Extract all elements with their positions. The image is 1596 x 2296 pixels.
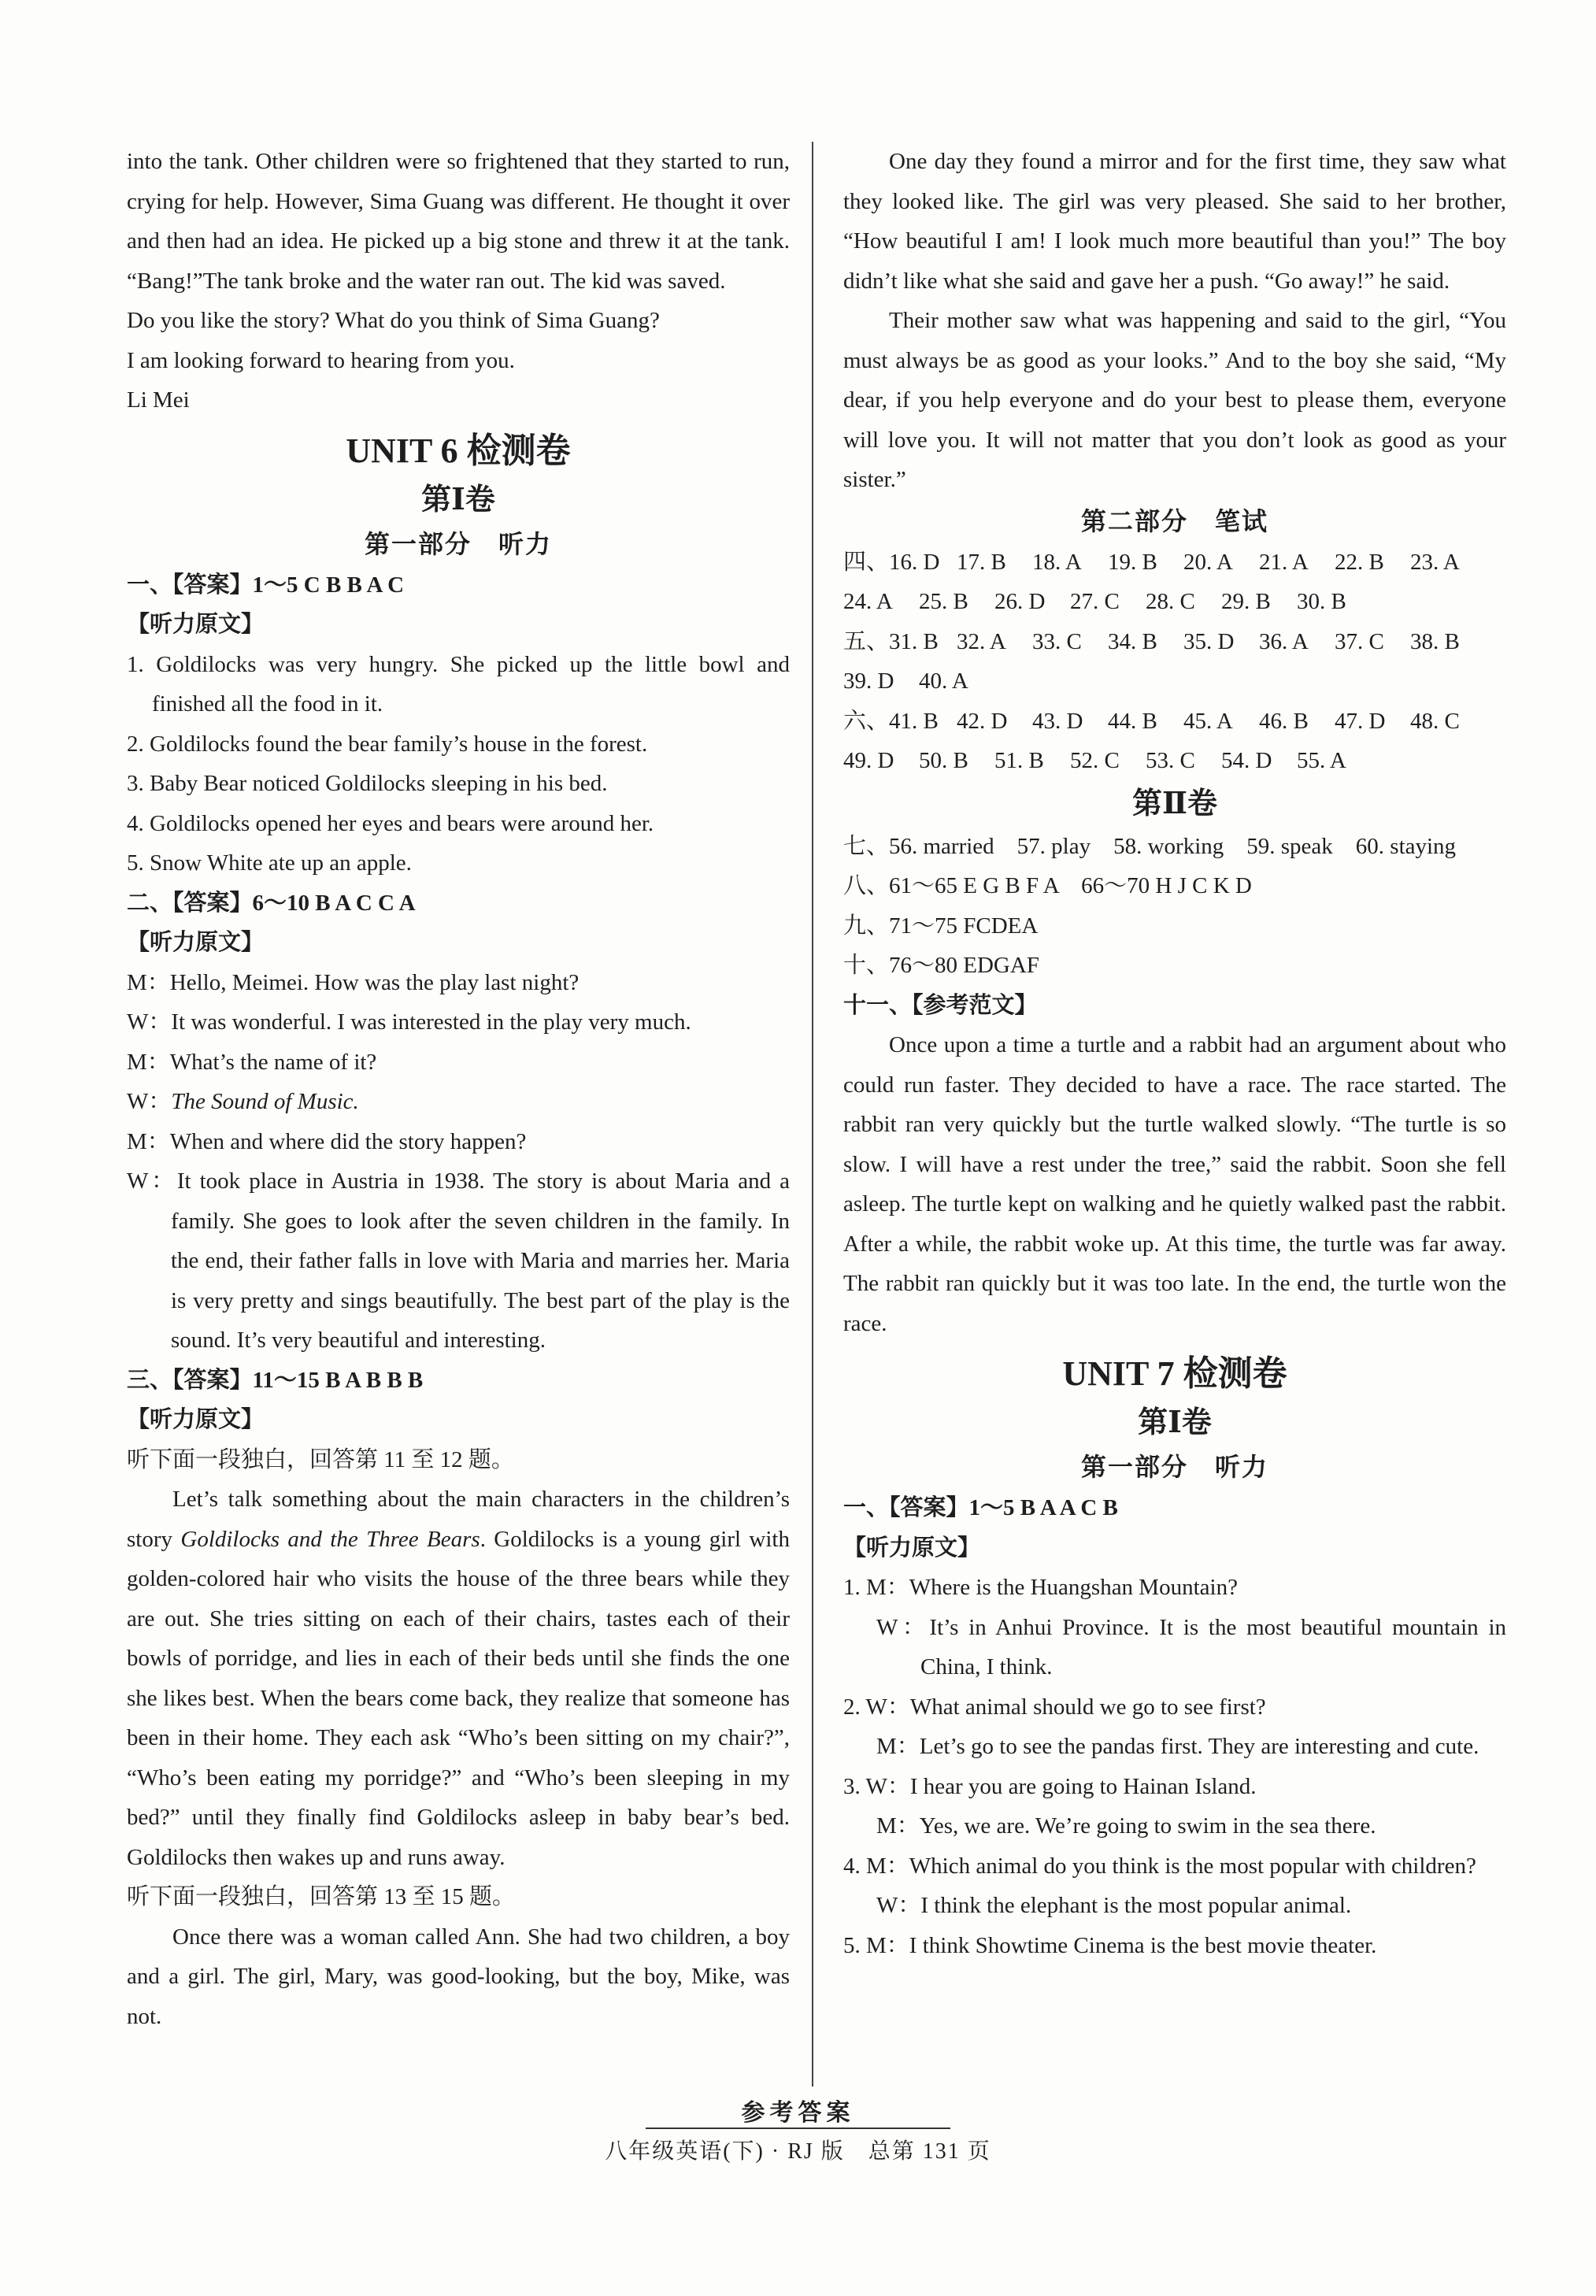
answer-cell: 五、31. B xyxy=(843,628,939,654)
answer-cell: 24. A xyxy=(843,589,893,614)
monologue-text: . Goldilocks is a young girl with golden-colored hair who visits the house of the three bears while they are out. She tries sitting on each of their chairs, tastes each of their bowls of porridge, and lies in each of their beds until she finds the one she likes best. When the bears come back, they realize that someone has been in their home. They each ask “Who’s been sitting on my chair?”, “Who’s been eating my porridge?” and “Who’s been sleeping in my bed?” until they finally find Goldilocks asleep in baby bear’s bed. Goldilocks then wakes up and runs away. xyxy=(127,1526,790,1870)
story-title: Goldilocks and the Three Bears xyxy=(180,1526,480,1552)
dialog-number: 2. W： xyxy=(843,1694,910,1720)
answer-row xyxy=(843,622,1506,662)
answer-cell: 54. D xyxy=(1221,748,1272,773)
dialog-number: 1. M： xyxy=(843,1575,909,1600)
answer-cell: 22. B xyxy=(1335,549,1384,575)
answer-cell: 49. D xyxy=(843,748,894,773)
unit7-volume1-title: 第Ⅰ卷 xyxy=(1138,1406,1212,1439)
play-title: The Sound of Music. xyxy=(171,1089,359,1114)
answer-cell: 53. C xyxy=(1146,748,1195,773)
answer-cell: 四、16. D xyxy=(843,549,940,575)
answer-cell: 17. B xyxy=(957,549,1006,575)
u6-section1-answer: 一、【答案】1～5 C B B A C xyxy=(127,572,405,598)
u6-listening-item: 3. Baby Bear noticed Goldilocks sleeping in his bed. xyxy=(127,771,608,796)
footer-rule xyxy=(646,2128,950,2129)
answer-cell: 47. D xyxy=(1335,708,1386,734)
unit7-part1-title: 第一部分 听力 xyxy=(1080,1453,1268,1481)
dialog-text: I think Showtime Cinema is the best movie theater. xyxy=(909,1932,1377,1958)
letter-signature: Li Mei xyxy=(127,387,190,413)
u6-listening-item: 1. Goldilocks was very hungry. She picked up the little bowl and finished all the food in it. xyxy=(127,651,790,717)
u6-section1-listening-label: 【听力原文】 xyxy=(127,612,265,637)
dialog-question xyxy=(843,1687,1506,1728)
answer-cell: 33. C xyxy=(1032,628,1082,654)
story-paragraph: One day they found a mirror and for the first time, they saw what they looked like. The girl was very pleased. She said to her brother, “How beautiful I am! I look much more beautiful than you!” The boy didn’t like what she said and gave her a push. “Go away!” he said. xyxy=(843,149,1506,294)
answer-cell: 36. A xyxy=(1259,628,1309,654)
story-paragraph: Their mother saw what was happening and said to the girl, “You must always be as good as your looks.” And to the boy she said, “My dear, if you help everyone and do your best to please them, everyone will love you. It will not matter that you don’t look as good as your sister.” xyxy=(843,308,1506,492)
answer-cell: 51. B xyxy=(994,748,1044,773)
answer-cell: 42. D xyxy=(957,708,1008,734)
q9-answers: 九、71～75 FCDEA xyxy=(843,913,1039,939)
u6-listening-item: 4. Goldilocks opened her eyes and bears were around her. xyxy=(127,810,654,836)
dialog-question xyxy=(843,1568,1506,1608)
dialog-number: 4. M： xyxy=(843,1853,909,1879)
dialog-text: Which animal do you think is the most popular with children? xyxy=(909,1853,1476,1879)
answer-row xyxy=(843,741,1506,781)
monologue-goldilocks xyxy=(127,1479,790,1877)
answer-row xyxy=(843,543,1506,583)
dialog-question xyxy=(843,1767,1506,1807)
dialog-line: M：Hello, Meimei. How was the play last night? xyxy=(127,969,580,995)
answer-cell: 37. C xyxy=(1335,628,1384,654)
speaker-label: W： xyxy=(127,1089,172,1114)
dialog-line xyxy=(127,1082,790,1122)
answer-row xyxy=(843,582,1506,622)
dialog-reply: M：Let’s go to see the pandas first. They are interesting and cute. xyxy=(876,1734,1479,1759)
q11-label: 十一、【参考范文】 xyxy=(843,992,1038,1018)
u6-listening-item: 2. Goldilocks found the bear family’s house in the forest. xyxy=(127,731,648,757)
u6-listening-item: 5. Snow White ate up an apple. xyxy=(127,850,412,876)
letter-question: Do you like the story? What do you think of Sima Guang? xyxy=(127,308,660,333)
dialog-line: W：It took place in Austria in 1938. The story is about Maria and a family. She goes to look after the seven children in the family. In the end, their father falls in love with Maria and marries her. Maria is very pretty and sings beautifully. The best part of the play is the sound. It’s very beautiful and interesting. xyxy=(127,1168,790,1353)
answer-cell: 52. C xyxy=(1070,748,1120,773)
letter-closing: I am looking forward to hearing from you. xyxy=(127,347,515,373)
dialog-number: 3. W： xyxy=(843,1773,910,1799)
answer-cell: 55. A xyxy=(1297,748,1346,773)
dialog-line: M：When and where did the story happen? xyxy=(127,1128,527,1154)
u7-section1-answer: 一、【答案】1～5 B A A C B xyxy=(843,1495,1118,1520)
dialog-reply: W：It’s in Anhui Province. It is the most beautiful mountain in China, I think. xyxy=(876,1614,1506,1679)
answer-cell: 28. C xyxy=(1146,589,1195,614)
dialog-text: Where is the Huangshan Mountain? xyxy=(909,1575,1238,1600)
unit6-volume1-title: 第Ⅰ卷 xyxy=(421,483,495,517)
answer-cell: 18. A xyxy=(1032,549,1082,575)
u6-section3-answer: 三、【答案】11～15 B A B B B xyxy=(127,1367,424,1393)
answer-cell: 35. D xyxy=(1183,628,1235,654)
letter-body: into the tank. Other children were so frightened that they started to run, crying for help. However, Sima Guang was different. He thought it over and then had an idea. He picked up a big stone and threw it at the tank. “Bang!”The tank broke and the water ran out. The kid was saved. xyxy=(127,149,790,294)
q7-answers: 七、56. married 57. play 58. working 59. speak 60. staying xyxy=(843,833,1457,859)
dialog-question xyxy=(843,1926,1506,1966)
answer-cell: 19. B xyxy=(1108,549,1157,575)
dialog-question xyxy=(843,1846,1506,1887)
q8-answers: 八、61～65 E G B F A 66～70 H J C K D xyxy=(843,873,1252,898)
answer-cell: 38. B xyxy=(1410,628,1460,654)
answer-cell: 26. D xyxy=(994,589,1046,614)
q10-answers: 十、76～80 EDGAF xyxy=(843,953,1039,978)
answer-cell: 40. A xyxy=(919,668,968,694)
answer-cell: 48. C xyxy=(1410,708,1460,734)
unit6-part2-title: 第二部分 笔试 xyxy=(1080,506,1268,535)
monologue-ann: Once there was a woman called Ann. She had two children, a boy and a girl. The girl, Mary, was good-looking, but the boy, Mike, was not. xyxy=(127,1924,790,2029)
answer-row xyxy=(843,661,1506,702)
left-column xyxy=(127,142,790,2036)
answer-cell: 29. B xyxy=(1221,589,1271,614)
answer-cell: 30. B xyxy=(1297,589,1346,614)
monologue-instruction: 听下面一段独白，回答第 13 至 15 题。 xyxy=(127,1884,516,1909)
unit6-title: UNIT 6 检测卷 xyxy=(346,431,571,470)
dialog-reply: W：I think the elephant is the most popular animal. xyxy=(876,1893,1352,1918)
dialog-text: I hear you are going to Hainan Island. xyxy=(909,1773,1257,1799)
dialog-reply: M：Yes, we are. We’re going to swim in the sea there. xyxy=(876,1813,1376,1839)
dialog-line: W：It was wonderful. I was interested in the play very much. xyxy=(127,1009,691,1035)
right-column xyxy=(843,142,1506,1965)
u6-section2-answer: 二、【答案】6～10 B A C C A xyxy=(127,890,416,916)
dialog-text: What animal should we go to see first? xyxy=(909,1694,1266,1720)
unit6-volume2-title: 第Ⅱ卷 xyxy=(1131,787,1218,820)
answer-cell: 六、41. B xyxy=(843,708,939,734)
unit7-title: UNIT 7 检测卷 xyxy=(1062,1354,1287,1393)
answer-cell: 21. A xyxy=(1259,549,1309,575)
unit6-part1-title: 第一部分 听力 xyxy=(364,529,552,558)
answer-cell: 46. B xyxy=(1259,708,1309,734)
u7-section1-listening-label: 【听力原文】 xyxy=(843,1535,981,1561)
answer-cell: 43. D xyxy=(1032,708,1083,734)
answer-cell: 50. B xyxy=(919,748,968,773)
answer-cell: 20. A xyxy=(1183,549,1233,575)
monologue-instruction: 听下面一段独白，回答第 11 至 12 题。 xyxy=(127,1446,514,1472)
answer-cell: 44. B xyxy=(1108,708,1157,734)
u6-section3-listening-label: 【听力原文】 xyxy=(127,1407,265,1432)
column-divider xyxy=(812,142,813,2087)
answer-cell: 32. A xyxy=(957,628,1006,654)
answer-grid xyxy=(843,543,1506,781)
model-essay: Once upon a time a turtle and a rabbit had an argument about who could run faster. They decided to have a race. The race started. The rabbit ran very quickly but the turtle walked slowly. “The turtle is so slow. I will have a rest under the tree,” said the rabbit. Soon she fell asleep. The turtle kept on walking and he quietly walked past the rabbit. After a while, the rabbit woke up. At this time, the turtle was far away. The rabbit ran quickly but it was too late. In the end, the turtle won the race. xyxy=(843,1032,1506,1336)
dialog-number: 5. M： xyxy=(843,1932,909,1958)
monologue-text: Let’s talk something about the main characters in the children’s story xyxy=(127,1487,790,1552)
answer-cell: 45. A xyxy=(1183,708,1233,734)
answer-cell: 25. B xyxy=(919,589,968,614)
answer-cell: 39. D xyxy=(843,668,894,694)
footer-title: 参考答案 xyxy=(741,2100,855,2126)
answer-row xyxy=(843,702,1506,742)
answer-cell: 34. B xyxy=(1108,628,1157,654)
answer-cell: 23. A xyxy=(1410,549,1460,575)
footer-page-info: 八年级英语(下) · RJ 版 总第 131 页 xyxy=(605,2139,991,2164)
answer-cell: 27. C xyxy=(1070,589,1120,614)
u6-section2-listening-label: 【听力原文】 xyxy=(127,930,265,955)
dialog-line: M：What’s the name of it? xyxy=(127,1049,377,1075)
